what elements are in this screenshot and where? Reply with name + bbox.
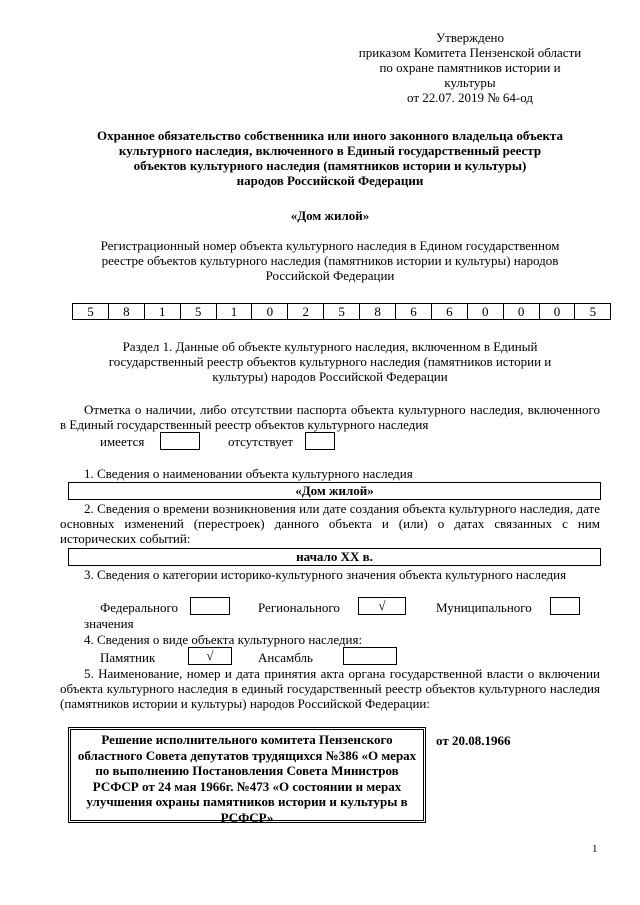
- passport-absent-label: отсутствует: [228, 434, 294, 449]
- reg-digit: 6: [396, 304, 432, 320]
- reg-digit: 5: [180, 304, 216, 320]
- decision-box: Решение исполнительного комитета Пензенского областного Совета депутатов трудящихся №386 «О мерах по выполнению Постановления Совета Министров РСФСР от 24 мая 1966г. №473 «О состоянии и мерах улучшения охраны памятников истории и культуры в РСФСР»: [68, 727, 426, 823]
- reg-digit: 5: [324, 304, 360, 320]
- document-title: [60, 128, 600, 188]
- federal-label: Федерального: [100, 600, 179, 615]
- section-1-heading: [60, 339, 600, 384]
- passport-present-checkbox[interactable]: [160, 432, 200, 450]
- item-1-heading: 1. Сведения о наименовании объекта культурного наследия: [84, 466, 413, 481]
- section-line: культуры) народов Российской Федерации: [212, 369, 448, 384]
- item-4-heading: 4. Сведения о виде объекта культурного наследия:: [84, 632, 363, 647]
- decision-date: от 20.08.1966: [436, 733, 511, 748]
- object-name: «Дом жилой»: [290, 208, 370, 223]
- approval-line: от 22.07. 2019 № 64-од: [407, 90, 533, 105]
- reg-digit: 5: [575, 304, 611, 320]
- monument-label: Памятник: [100, 650, 156, 665]
- passport-absent-checkbox[interactable]: [305, 432, 335, 450]
- significance-suffix: значения: [84, 616, 134, 631]
- reg-digit: 0: [503, 304, 539, 320]
- municipal-checkbox[interactable]: [550, 597, 580, 615]
- regional-checkbox[interactable]: √: [358, 597, 406, 615]
- ensemble-label: Ансамбль: [258, 650, 313, 665]
- regional-label: Регионального: [258, 600, 340, 615]
- registration-line: реестре объектов культурного наследия (памятников истории и культуры) народов: [101, 253, 559, 268]
- federal-checkbox[interactable]: [190, 597, 230, 615]
- monument-checkbox[interactable]: √: [188, 647, 232, 665]
- passport-present-label: имеется: [100, 434, 145, 449]
- approval-line: по охране памятников истории и: [379, 60, 561, 75]
- ensemble-checkbox[interactable]: [343, 647, 397, 665]
- reg-digit: 8: [360, 304, 396, 320]
- reg-digit: 1: [144, 304, 180, 320]
- approval-line: Утверждено: [435, 30, 505, 45]
- item-2-heading: 2. Сведения о времени возникновения или дате создания объекта культурного наследия, дате основных изменений (перестроек) данного объекта и (или) о датах связанных с ним исторических событий:: [60, 501, 600, 546]
- reg-digit: 6: [431, 304, 467, 320]
- item-5-heading: 5. Наименование, номер и дата принятия акта органа государственной власти о включении объекта культурного наследия в единый государственный реестр объектов культурного наследия (памятников истории и культуры) народов Российской Федерации:: [60, 666, 600, 711]
- section-line: государственный реестр объектов культурного наследия (памятников истории и: [108, 354, 552, 369]
- title-line: народов Российской Федерации: [236, 173, 424, 188]
- item-3-heading: 3. Сведения о категории историко-культурного значения объекта культурного наследия: [84, 567, 567, 582]
- approval-line: приказом Комитета Пензенской области: [358, 45, 582, 60]
- reg-digit: 0: [539, 304, 575, 320]
- reg-digit: 0: [467, 304, 503, 320]
- reg-digit: 1: [216, 304, 252, 320]
- registration-text: [60, 238, 600, 283]
- passport-text: Отметка о наличии, либо отсутствии паспорта объекта культурного наследия, включенного в Единый государственный реестр объектов культурного наследия: [60, 402, 600, 432]
- reg-digit: 8: [108, 304, 144, 320]
- reg-digit: 2: [288, 304, 324, 320]
- registration-line: Российской Федерации: [265, 268, 395, 283]
- approval-block: [330, 30, 610, 105]
- municipal-label: Муниципального: [436, 600, 532, 615]
- item-1-value: «Дом жилой»: [68, 482, 601, 500]
- item-2-value: начало XX в.: [68, 548, 601, 566]
- reg-digit: 0: [252, 304, 288, 320]
- approval-line: культуры: [444, 75, 496, 90]
- title-line: культурного наследия, включенного в Единый государственный реестр: [118, 143, 542, 158]
- title-line: объектов культурного наследия (памятников истории и культуры): [133, 158, 527, 173]
- section-line: Раздел 1. Данные об объекте культурного наследия, включенном в Единый: [122, 339, 538, 354]
- title-line: Охранное обязательство собственника или иного законного владельца объекта: [97, 128, 563, 143]
- registration-line: Регистрационный номер объекта культурного наследия в Едином государственном: [100, 238, 560, 253]
- page-number: 1: [592, 843, 598, 855]
- reg-digit: 5: [73, 304, 109, 320]
- registration-number-table: [72, 303, 611, 320]
